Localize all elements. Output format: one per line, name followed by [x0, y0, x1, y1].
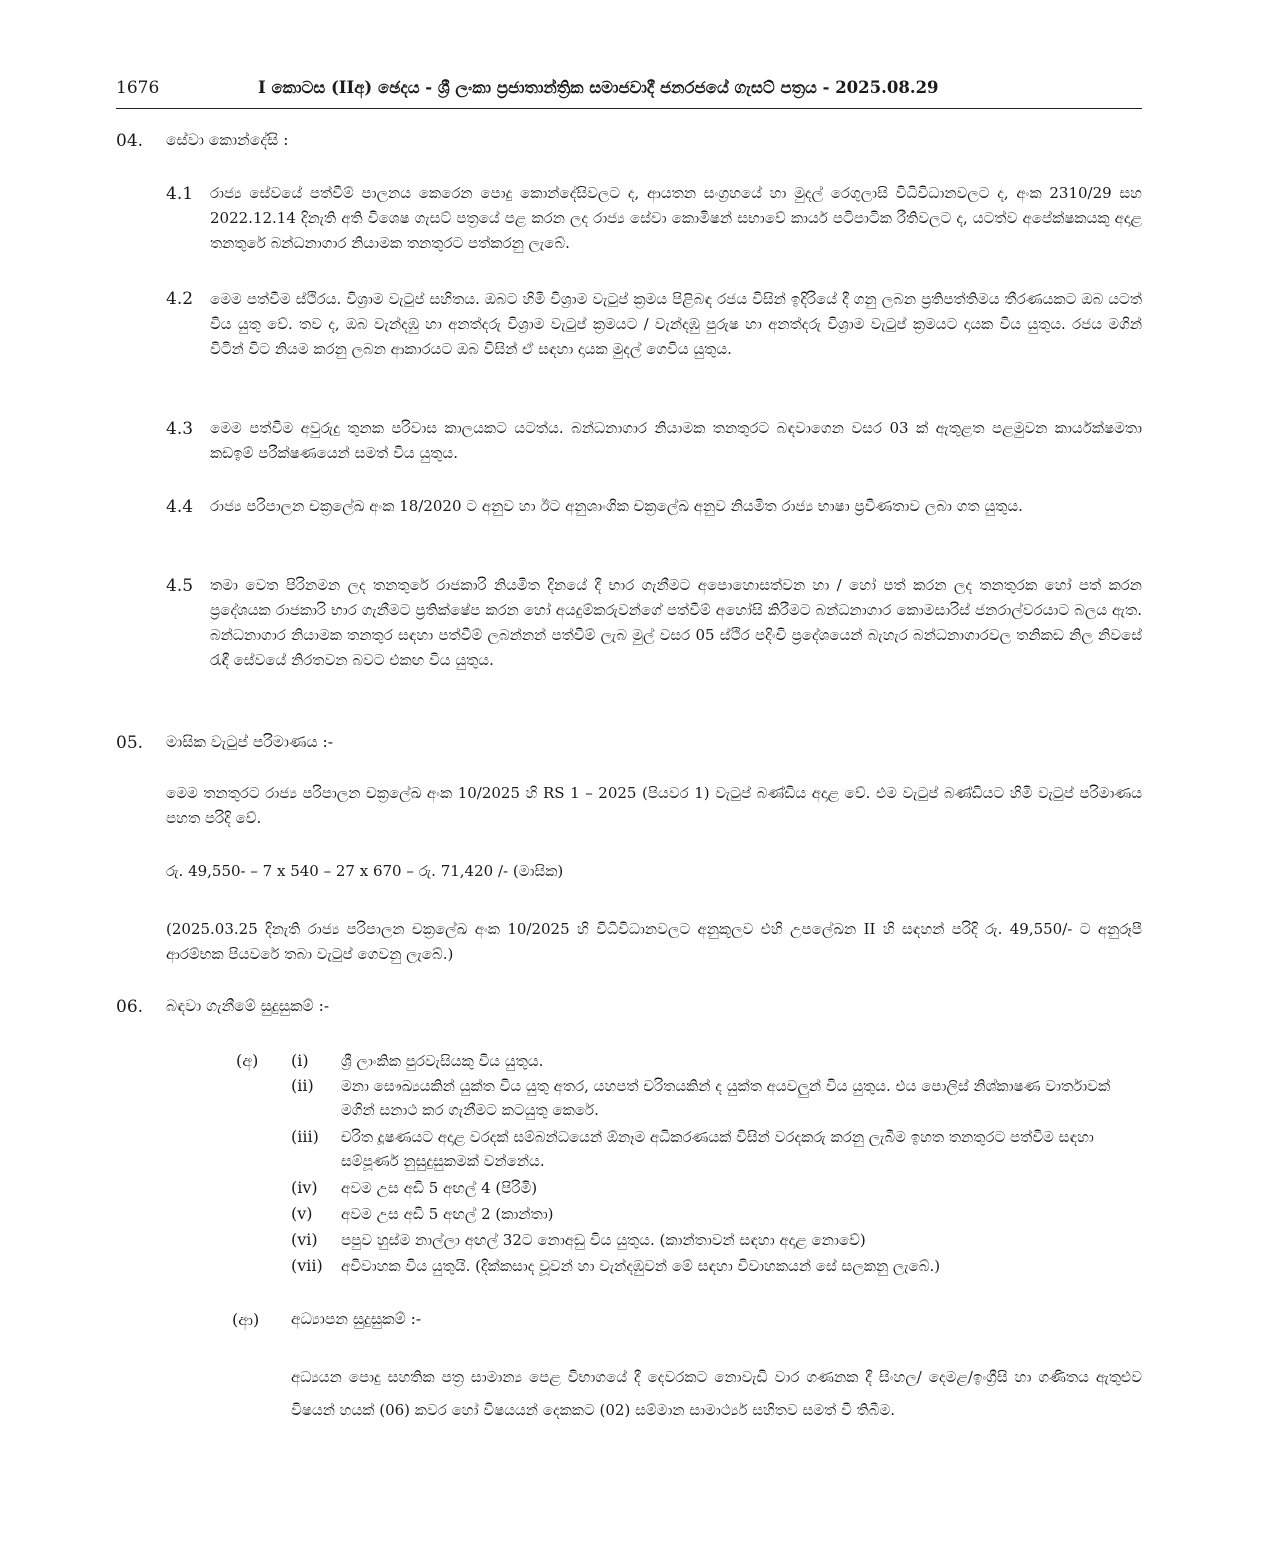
- qual-vii-number: (vii): [291, 1256, 323, 1275]
- section-05-title: මාසික වැටුප් පරිමාණය :-: [166, 733, 333, 751]
- item-4-3-text: මෙම පත්වීම අවුරුදු තුනක පරිවාස කාලයකට යටත්ය. බන්ධනාගාර නියාමක තනතුරට බඳවාගෙන වසර 03 ක් ඇතුළත පළමුවන කාර්යක්ෂමතා කඩඉම් පරීක්ෂණයෙන් සමත් විය යුතුය.: [210, 419, 1142, 462]
- qual-vi-text: පපුව හුස්ම නාල්ලා අඟල් 32ට නොඅඩු විය යුතුය. (කාන්තාවන් සඳහා අදාළ නොවේ): [341, 1231, 866, 1249]
- section-06-title: බඳවා ගැනීමේ සුදුසුකම් :-: [166, 997, 330, 1015]
- gazette-title: I කොටස (IIඅ) ඡෙදය - ශ්‍රී ලංකා ප්‍රජාතාන්ත්‍රික සමාජවාදී ජනරජයේ ගැසට් පත්‍රය - 2025.08.29: [258, 78, 939, 97]
- section-05-number: 05.: [116, 733, 144, 753]
- qual-iv-number: (iv): [291, 1178, 318, 1197]
- item-4-3-number: 4.3: [166, 419, 194, 439]
- item-4-1-number: 4.1: [166, 184, 194, 204]
- qual-ii-text: මනා සෞඛ්‍යයකින් යුක්ත විය යුතු අතර, යහපත් චරිතයකින් ද යුක්ත අයවලුන් විය යුතුය. එය පොලිස් නිශ්කාෂණ වාර්තාවක් මගින් සනාථ කර ගැනීමට කටයුතු කෙරේ.: [341, 1077, 1111, 1119]
- section-04-number: 04.: [116, 131, 144, 151]
- qual-i-text: ශ්‍රී ලාංකික පුරවැසියකු විය යුතුය.: [341, 1052, 544, 1070]
- qual-iv-text: අවම උස අඩි 5 අඟල් 4 (පිරිමි): [341, 1179, 538, 1197]
- qual-v-text: අවම උස අඩි 5 අඟල් 2 (කාන්තා): [341, 1205, 554, 1223]
- qual-i-number: (i): [291, 1051, 309, 1070]
- qual-vi-number: (vi): [291, 1230, 318, 1249]
- page-number: 1676: [116, 78, 160, 98]
- qual-ii-number: (ii): [291, 1076, 314, 1095]
- subsection-aa-label: (ආ): [232, 1310, 260, 1329]
- item-4-2-number: 4.2: [166, 289, 194, 309]
- page-header: [116, 76, 1142, 106]
- education-title: අධ්‍යාපන සුදුසුකම් :-: [291, 1310, 422, 1328]
- item-4-4-text: රාජ්‍ය පරිපාලන චක්‍රලේඛ අංක 18/2020 ට අනුව හා ඊට අනුශාංගික චක්‍රලේඛ අනුව නියමිත රාජ්‍ය භාෂා ප්‍රවීණතාව ලබා ගත යුතුය.: [210, 497, 1023, 515]
- section-04-title: සේවා කොන්දේසි :: [166, 131, 289, 149]
- education-text: අධ්‍යයන පොදු සහතික පත්‍ර සාමාන්‍ය පෙළ විභාගයේ දී දෙවරකට නොවැඩි වාර ගණනක දී සිංහල/ දෙමළ/ඉංග්‍රීසි හා ගණිතය ඇතුළුව විෂයන් හයක් (06) කවර හෝ විෂයයන් දෙකකට (02) සම්මාන සාමාර්ථ්‍ය සහිතව සමත් වී තිබීම.: [291, 1368, 1142, 1419]
- item-4-2-text: මෙම පත්වීම ස්ථිරය. විශ්‍රාම වැටුප් සහිතය. ඔබට හිමි විශ්‍රාම වැටුප් ක්‍රමය පිළිබඳ රජය විසින් ඉදිරියේ දී ගනු ලබන ප්‍රතිපත්තිමය තීරණයකට ඔබ යටත් විය යුතු වේ. තව ද, ඔබ වැන්දඹු හා අනත්දරු විශ්‍රාම වැටුප් ක්‍රමයට / වැන්දඹු පුරුෂ හා අනත්දරු විශ්‍රාම වැටුප් ක්‍රමයට දායක විය යුතුය. රජය මගින් විටින් විට නියම කරනු ලබන ආකාරයට ඔබ විසින් ඒ සඳහා දායක මුදල් ගෙවිය යුතුය.: [210, 290, 1142, 358]
- qual-iii-text: චරිත දූෂණයට අදාළ වරදක් සම්බන්ධයෙන් ඕනෑම අධිකරණයක් විසින් වරදකරු කරනු ලැබීම ඉහත තනතුරට පත්වීම සඳහා සම්පූර්ණ නුසුදුසුකමක් වන්නේය.: [341, 1128, 1094, 1170]
- header-rule: [116, 108, 1142, 109]
- item-4-5-number: 4.5: [166, 576, 194, 596]
- salary-intro-text: මෙම තනතුරට රාජ්‍ය පරිපාලන චක්‍රලේඛ අංක 10/2025 හි RS 1 – 2025 (පියවර 1) වැටුප් බණ්ඩිය අදාළ වේ. එම වැටුප් බණ්ඩියට හිමි වැටුප් පරිමාණය පහත පරිදි වේ.: [166, 784, 1142, 827]
- salary-scale: රු. 49,550- – 7 x 540 – 27 x 670 – රු. 71,420 /- (මාසික): [166, 862, 564, 880]
- section-06-number: 06.: [116, 997, 144, 1017]
- qual-vii-text: අවිවාහක විය යුතුයි. (දික්කසාද වූවන් හා වැන්දඹුවන් මේ සඳහා විවාහකයන් සේ සලකනු ලැබේ.): [341, 1257, 941, 1275]
- subsection-a-label: (අ): [236, 1051, 259, 1070]
- item-4-4-number: 4.4: [166, 497, 194, 517]
- qual-iii-number: (iii): [291, 1127, 319, 1146]
- item-4-5-text: තමා වෙත පිරිනමන ලද තනතුරේ රාජකාරි නියමිත දිනයේ දී භාර ගැනීමට අපොහොසත්වන හා / හෝ පත් කරන ලද තනතුරක හෝ පත් කරන ප්‍රදේශයක රාජකාරි භාර ගැනීමට ප්‍රතික්ෂේප කරන හෝ අයදුම්කරුවන්ගේ පත්වීම් අහෝසි කිරීමට බන්ධනාගාර කොමසාරිස් ජනරාල්වරයාට බලය ඇත. බන්ධනාගාර නියාමක තනතුර සඳහා පත්වීම් ලබන්නන් පත්වීම් ලැබ මුල් වසර 05 ස්ථිර පදිංචි ප්‍රදේශයෙන් බැහැර බන්ධනාගාරවල තනිකඩ නිල නිවසේ රැඳී සේවයේ නිරතවන බවට එකඟ විය යුතුය.: [210, 576, 1142, 669]
- salary-note: (2025.03.25 දිනැති රාජ්‍ය පරිපාලන චක්‍රලේඛ අංක 10/2025 හි විධිවිධානවලට අනුකූලව එහි උපලේඛන II හි සඳහන් පරිදි රු. 49,550/- ට අනුරූපී ආරම්භක පියවරේ තබා වැටුප් ගෙවනු ලැබේ.): [166, 920, 1142, 963]
- item-4-1-text: රාජ්‍ය සේවයේ පත්වීම් පාලනය කෙරෙන පොදු කොන්දේසිවලට ද, ආයතන සංග්‍රහයේ හා මුදල් රෙගුලාසි විධිවිධානවලට ද, අංක 2310/29 සහ 2022.12.14 දිනැති අති විශෙෂ ගැසට් පත්‍රයේ පළ කරන ලද රාජ්‍ය සේවා කොමිෂන් සභාවේ කාර්ය පටිපාටික රීතිවලට ද, යටත්ව අපේක්ෂකයකු අදාළ තනතුරේ බන්ධනාගාර නියාමක තනතුරට පත්කරනු ලැබේ.: [210, 184, 1142, 252]
- qual-v-number: (v): [291, 1204, 313, 1223]
